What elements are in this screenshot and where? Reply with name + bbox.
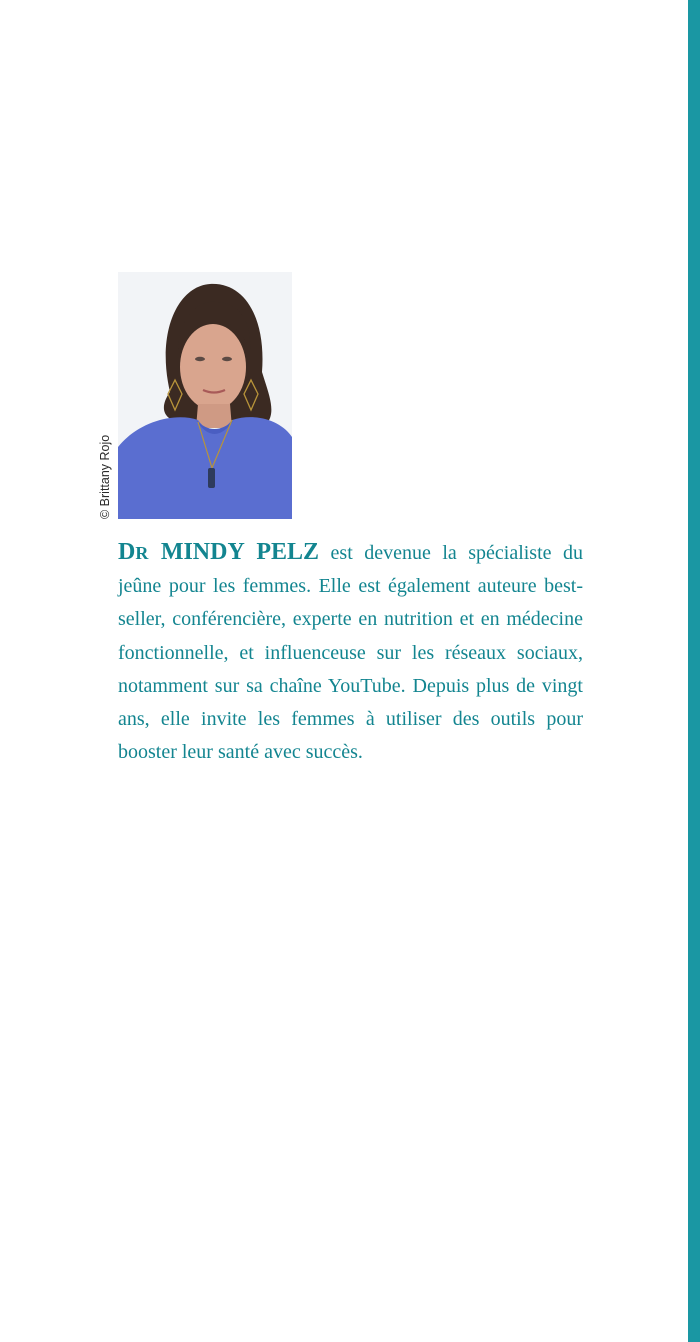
bio-text: est devenue la spécialiste du jeûne pour les femmes. Elle est également auteure best-seller, conférencière, experte en nutrition et en médecine fonctionnelle, et influenceuse sur les réseaux sociaux, notamment sur sa chaîne YouTube. Depuis plus de vingt ans, elle invite les femmes à utiliser des outils pour booster leur santé avec succès. bbox=[118, 542, 583, 764]
cover-edge-band bbox=[688, 0, 700, 1342]
author-photo bbox=[118, 272, 292, 519]
author-bio bbox=[118, 536, 583, 769]
photo-credit: © Brittany Rojo bbox=[98, 434, 112, 519]
portrait-illustration bbox=[118, 272, 292, 519]
author-name: DR MINDY PELZ bbox=[118, 539, 320, 565]
